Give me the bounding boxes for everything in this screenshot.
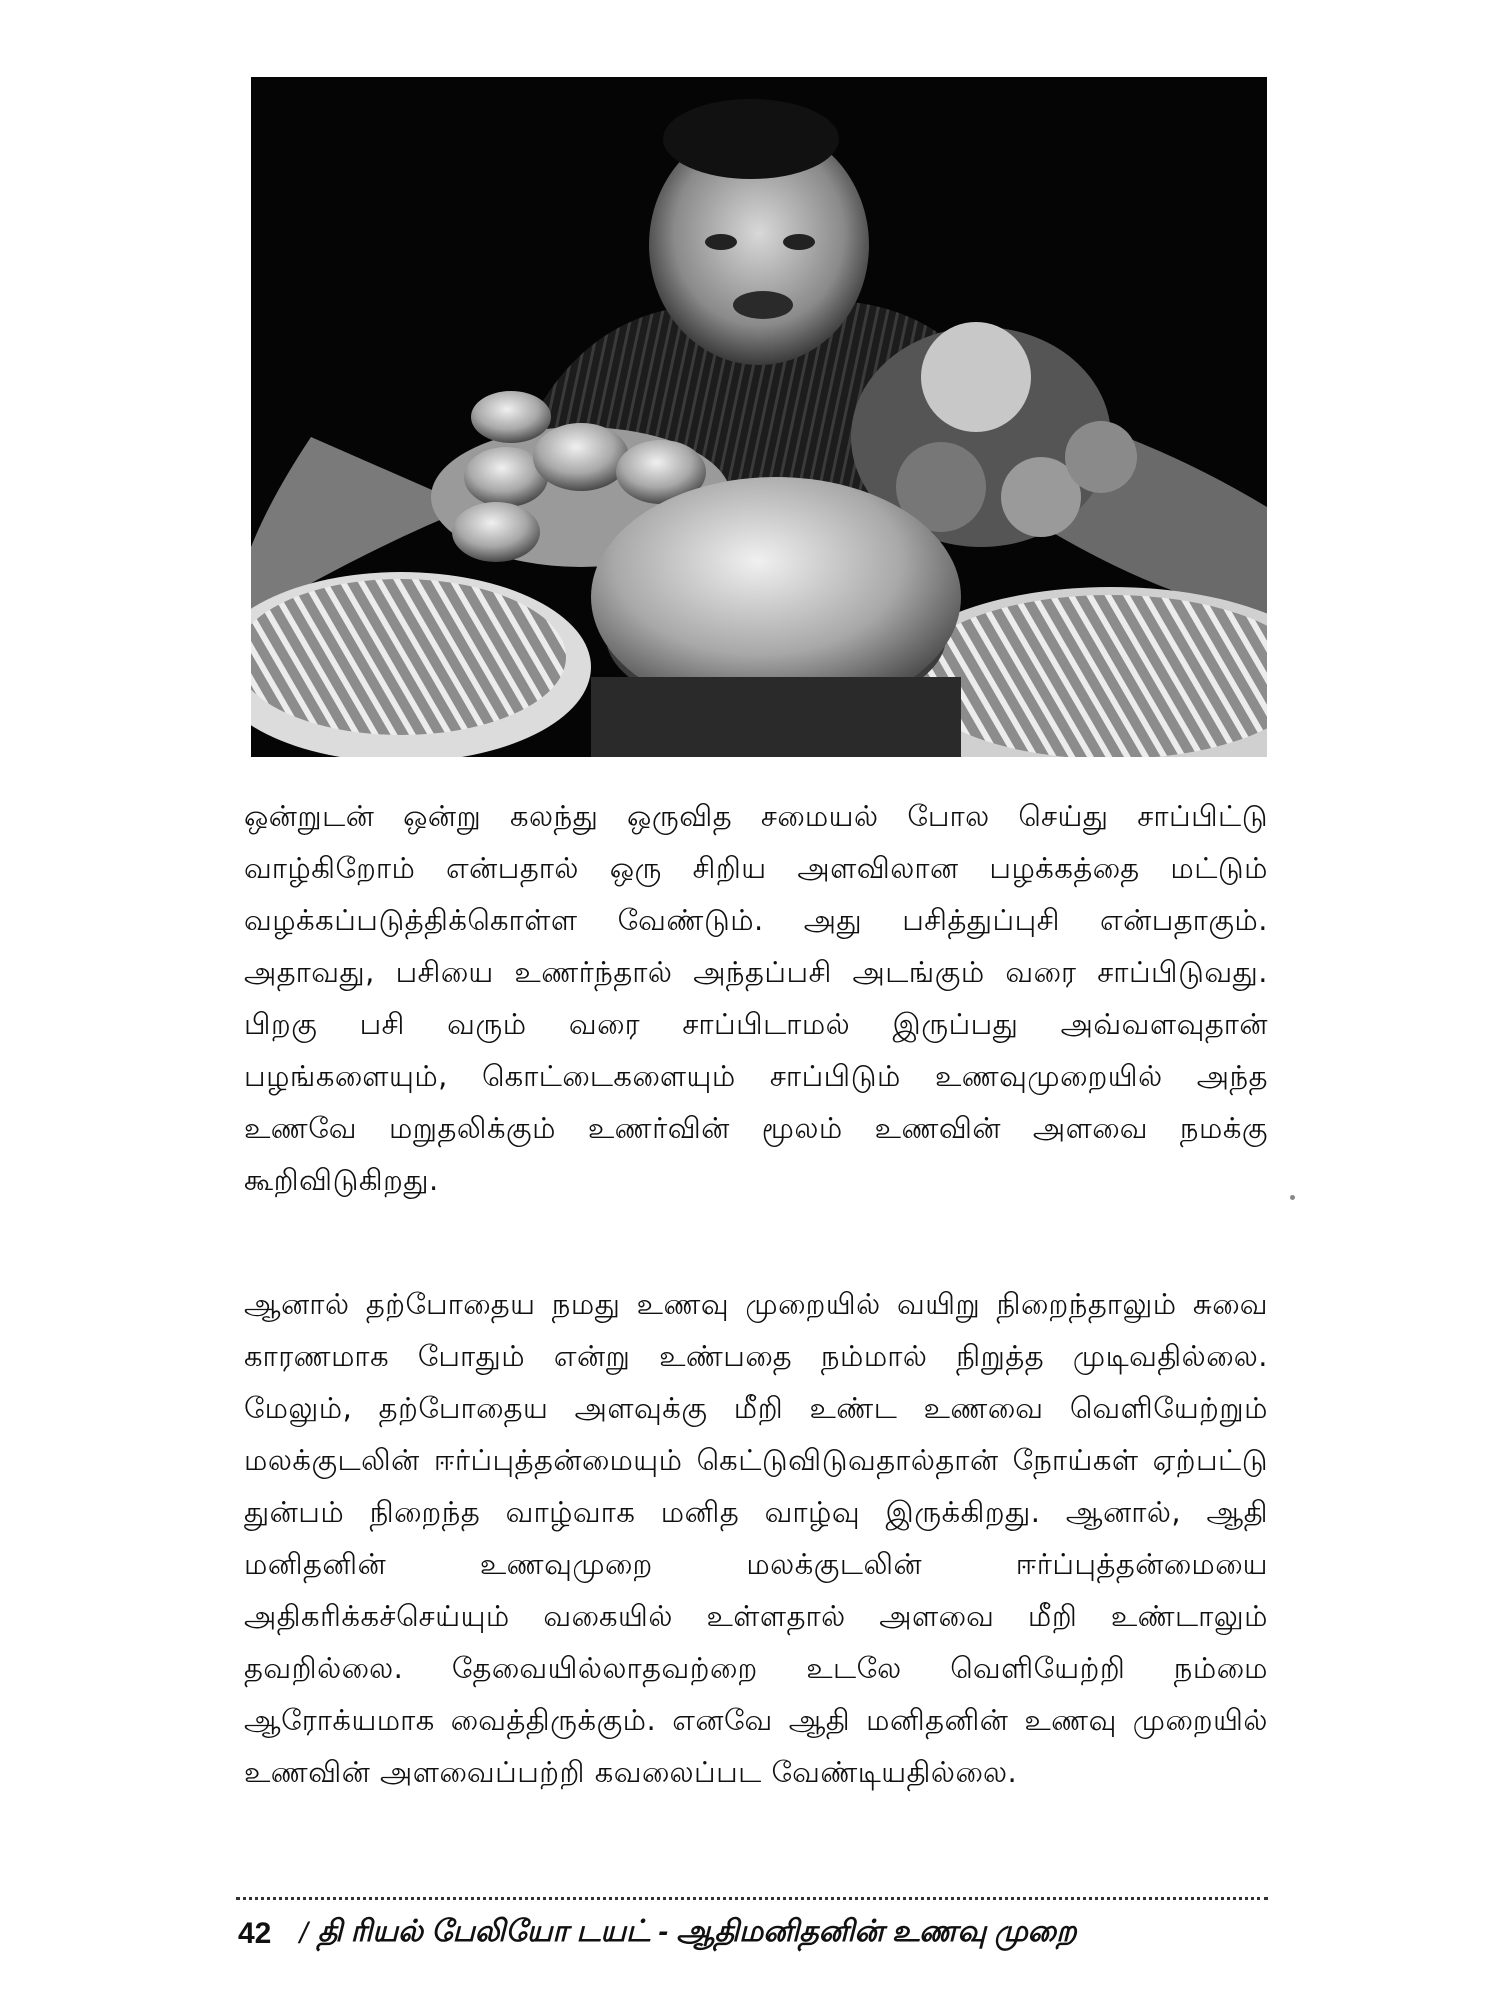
footer-divider [236,1897,1268,1900]
paragraph-2: ஆனால் தற்போதைய நமது உணவு முறையில் வயிறு நிறைந்தாலும் சுவை காரணமாக போதும் என்று உண்பதை நம்மால் நிறுத்த முடிவதில்லை. மேலும், தற்போதைய அளவுக்கு மீறி உண்ட உணவை வெளியேற்றும் மலக்குடலின் ஈர்ப்புத்தன்மையும் கெட்டுவிடுவதால்தான் நோய்கள் ஏற்பட்டு துன்பம் நிறைந்த வாழ்வாக மனித வாழ்வு இருக்கிறது. ஆனால், ஆதி மனிதனின் உணவுமுறை மலக்குடலின் ஈர்ப்புத்தன்மையை அதிகரிக்கச்செய்யும் வகையில் உள்ளதால் அளவை மீறி உண்டாலும் தவறில்லை. தேவையில்லாதவற்றை உடலே வெளியேற்றி நம்மை ஆரோக்யமாக வைத்திருக்கும். எனவே ஆதி மனிதனின் உணவு முறையில் உணவின் அளவைப்பற்றி கவலைப்பட வேண்டியதில்லை. [244,1287,1268,1789]
page-footer [238,1912,1077,1956]
print-speck [1290,1195,1295,1200]
burger-shape [471,391,551,443]
footer-separator: / [299,1917,308,1950]
burger-shape [452,502,540,562]
page-number: 42 [238,1917,272,1950]
photo-man-with-food [251,77,1267,757]
book-title: தி ரியல் பேலியோ டயட் - ஆதிமனிதனின் உணவு முறை [317,1915,1077,1948]
photo-illustration [251,77,1267,757]
burger-shape [533,423,629,491]
paragraph-1: ஒன்றுடன் ஒன்று கலந்து ஒருவித சமையல் போல செய்து சாப்பிட்டு வாழ்கிறோம் என்பதால் ஒரு சிறிய அளவிலான பழக்கத்தை மட்டும் வழக்கப்படுத்திக்கொள்ள வேண்டும். அது பசித்துப்புசி என்பதாகும். அதாவது, பசியை உணர்ந்தால் அந்தப்பசி அடங்கும் வரை சாப்பிடுவது. பிறகு பசி வரும் வரை சாப்பிடாமல் இருப்பது அவ்வளவுதான் பழங்களையும், கொட்டைகளையும் சாப்பிடும் உணவுமுறையில் அந்த உணவே மறுதலிக்கும் உணர்வின் மூலம் உணவின் அளவை நமக்கு கூறிவிடுகிறது. [244,799,1268,1197]
